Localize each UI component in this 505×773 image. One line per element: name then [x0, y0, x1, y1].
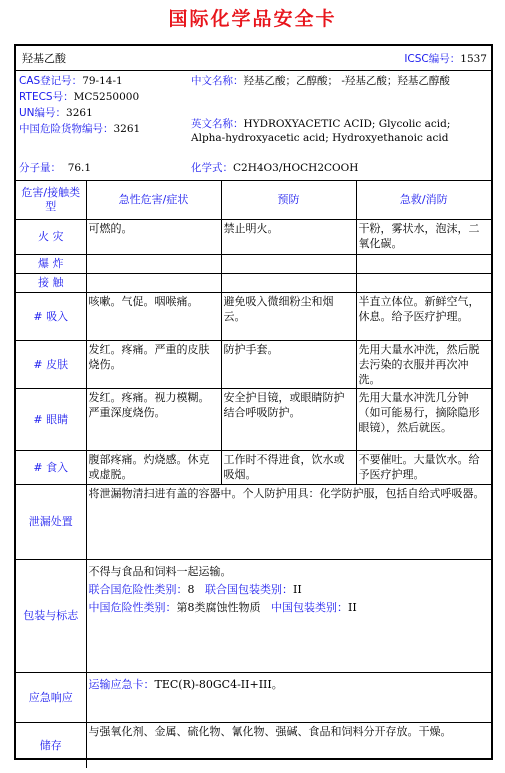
row-type: # 皮肤 — [16, 340, 86, 388]
cn-danger-line — [19, 122, 140, 136]
table-row — [16, 340, 491, 388]
packaging-un-line — [89, 582, 490, 597]
row-prevent: 安全护目镜，或眼睛防护结合呼吸防护。 — [221, 388, 356, 450]
cn-hazard-value: 第8类腐蚀性物质 — [176, 600, 261, 614]
icsc-label: ICSC编号： — [404, 53, 461, 65]
emergency-card-value: TEC(R)-80GC4-II+III。 — [154, 677, 283, 691]
icsc-value: 1537 — [460, 53, 487, 65]
emergency-card-label: 运输应急卡： — [88, 677, 155, 691]
storage-row — [16, 722, 491, 768]
packaging-line1: 不得与食品和饲料一起运输。 — [88, 564, 232, 578]
row-symptom — [86, 273, 221, 292]
hazard-table — [16, 181, 491, 768]
row-aid — [356, 273, 491, 292]
row-symptom: 发红。疼痛。严重的皮肤烧伤。 — [86, 340, 221, 388]
row-prevent: 工作时不得进食，饮水或吸烟。 — [221, 450, 356, 484]
cn-group-label: 中国包装类别： — [271, 600, 348, 614]
chemical-name: 羟基乙酸 — [22, 52, 66, 65]
cn-name-value: 羟基乙酸；乙醇酸； -羟基乙酸；羟基乙醇酸 — [243, 75, 450, 87]
row-type: 接 触 — [16, 273, 86, 292]
row-symptom: 腹部疼痛。灼烧感。休克或虚脱。 — [86, 450, 221, 484]
en-name-line — [191, 117, 487, 145]
cas-value: 79-14-1 — [82, 75, 123, 87]
row-symptom: 可燃的。 — [86, 219, 221, 254]
spill-row — [16, 484, 491, 559]
row-symptom — [86, 254, 221, 273]
row-prevent — [221, 254, 356, 273]
table-header-row — [16, 181, 491, 219]
row-type: 火 灾 — [16, 219, 86, 254]
mw-value: 76.1 — [67, 162, 92, 174]
table-row — [16, 254, 491, 273]
un-label: UN编号： — [19, 107, 67, 119]
header-prevent: 预防 — [221, 181, 356, 219]
row-prevent: 禁止明火。 — [221, 219, 356, 254]
en-name-value: HYDROXYACETIC ACID; Glycolic acid; Alpha-hydroxyacetic acid; Hydroxyethanoic acid — [191, 118, 451, 144]
row-type: 爆 炸 — [16, 254, 86, 273]
storage-label: 储存 — [16, 722, 86, 768]
table-row — [16, 273, 491, 292]
rtecs-value: MC5250000 — [73, 91, 140, 103]
table-row — [16, 219, 491, 254]
row-symptom: 发红。疼痛。视力模糊。严重深度烧伤。 — [86, 388, 221, 450]
row-aid: 不要催吐。大量饮水。给予医疗护理。 — [356, 450, 491, 484]
packaging-label: 包装与标志 — [16, 559, 86, 672]
row-symptom: 咳嗽。气促。咽喉痛。 — [86, 292, 221, 340]
storage-text: 与强氧化剂、金属、硫化物、氰化物、强碱、食品和饲料分开存放。干燥。 — [86, 722, 491, 768]
un-hazard-label: 联合国危险性类别： — [88, 582, 188, 596]
table-row — [16, 388, 491, 450]
packaging-row — [16, 559, 491, 672]
packaging-content — [86, 559, 491, 672]
en-name-label: 英文名称： — [191, 118, 244, 130]
name-row — [16, 46, 491, 71]
formula-line — [191, 161, 358, 175]
row-type: # 吸入 — [16, 292, 86, 340]
cn-danger-value: 3261 — [113, 123, 141, 135]
row-type: # 食入 — [16, 450, 86, 484]
formula-label: 化学式： — [191, 162, 233, 174]
un-group-value: II — [293, 582, 302, 596]
row-prevent — [221, 273, 356, 292]
cas-line — [19, 74, 123, 88]
formula-value: C2H4O3/HOCH2COOH — [233, 162, 359, 174]
emergency-label: 应急响应 — [16, 672, 86, 722]
spill-text: 将泄漏物清扫进有盖的容器中。个人防护用具：化学防护服，包括自给式呼吸器。 — [86, 484, 491, 559]
un-group-label: 联合国包装类别： — [205, 582, 293, 596]
card-title: 国际化学品安全卡 — [168, 8, 337, 30]
spill-label: 泄漏处置 — [16, 484, 86, 559]
packaging-cn-line — [89, 600, 490, 615]
un-line — [19, 106, 93, 120]
row-prevent: 避免吸入微细粉尘和烟云。 — [221, 292, 356, 340]
table-row — [16, 292, 491, 340]
un-value: 3261 — [66, 107, 93, 119]
header-symptom: 急性危害/症状 — [86, 181, 221, 219]
row-aid: 干粉，雾状水，泡沫，二氧化碳。 — [356, 219, 491, 254]
cn-hazard-label: 中国危险性类别： — [88, 600, 177, 614]
cn-group-value: II — [348, 600, 357, 614]
header-aid: 急救/消防 — [356, 181, 491, 219]
cn-name-line — [191, 74, 487, 88]
cas-label: CAS登记号： — [19, 75, 83, 87]
identification-block — [16, 71, 491, 181]
rtecs-line — [19, 90, 139, 104]
emergency-content — [86, 672, 491, 722]
cn-danger-label: 中国危险货物编号： — [19, 123, 114, 135]
safety-card — [14, 44, 493, 760]
row-aid: 先用大量水冲洗几分钟（如可能易行，摘除隐形眼镜），然后就医。 — [356, 388, 491, 450]
rtecs-label: RTECS号： — [19, 91, 74, 103]
row-aid: 半直立体位。新鲜空气，休息。给予医疗护理。 — [356, 292, 491, 340]
un-hazard-value: 8 — [187, 582, 195, 596]
row-prevent: 防护手套。 — [221, 340, 356, 388]
table-row — [16, 450, 491, 484]
header-type: 危害/接触类型 — [16, 181, 86, 219]
icsc-number — [404, 51, 487, 66]
mw-label: 分子量： — [19, 162, 61, 174]
emergency-row — [16, 672, 491, 722]
mw-line — [19, 161, 91, 175]
cn-name-label: 中文名称： — [191, 75, 244, 87]
row-aid: 先用大量水冲洗，然后脱去污染的衣服并再次冲洗。 — [356, 340, 491, 388]
row-type: # 眼睛 — [16, 388, 86, 450]
row-aid — [356, 254, 491, 273]
